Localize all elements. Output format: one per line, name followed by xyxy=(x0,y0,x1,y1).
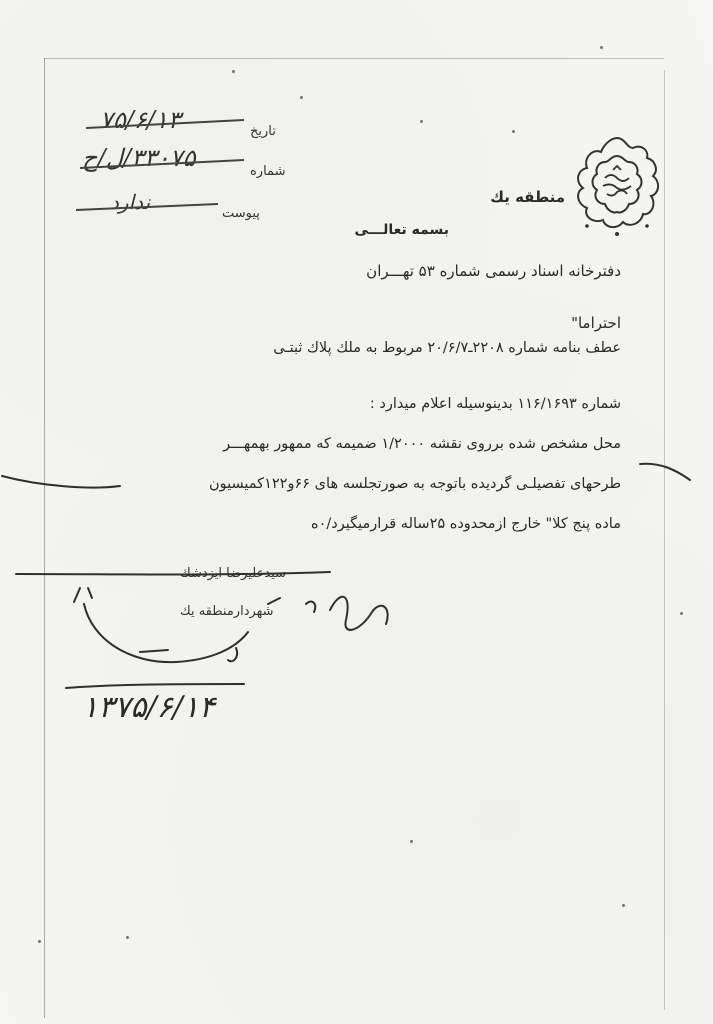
scan-speck xyxy=(38,940,41,943)
invocation: بسمه تعالـــی xyxy=(354,222,449,238)
scan-speck xyxy=(126,936,129,939)
scan-speck xyxy=(420,120,423,123)
greeting: احتراما" xyxy=(571,314,621,332)
attachment-value: ندارد xyxy=(110,190,151,214)
body-line-1: عطف بنامه شماره ۲۲۰۸ـ۲۰/۶/۷ مربوط به ملك پلاك ثبتـی xyxy=(273,340,621,356)
number-value: ۳۳۰۷۵/ل/ح xyxy=(82,144,196,172)
scan-speck xyxy=(622,904,625,907)
body-line-2: شماره ۱۱۶/۱۶۹۳ بدینوسیله اعلام میدارد : xyxy=(369,396,621,412)
signer-name: سیدعلیرضا ایزدشك xyxy=(180,566,286,581)
signer-title: شهردارمنطقه یك xyxy=(180,604,274,619)
recipient: دفترخانه اسناد رسمی شماره ۵۳ تهـــران xyxy=(366,262,621,280)
attachment-label: پیوست xyxy=(222,206,260,221)
date-value: ۷۵/۶/۱۳ xyxy=(100,106,181,134)
handwritten-date: ۱۳۷۵/۶/۱۴ xyxy=(82,690,216,725)
scan-speck xyxy=(232,70,235,73)
scan-speck xyxy=(600,46,603,49)
body-line-4: طرحهای تفصیلـی گردیده باتوجه به صورتجلسه های ۶۶و۱۲۲کمیسیون xyxy=(208,476,621,492)
scan-speck xyxy=(680,612,683,615)
body-line-3: محل مشخص شده برروی نقشه ۱/۲۰۰۰ ضمیمه که ممهور بهمهـــر xyxy=(223,436,621,452)
body-line-5: ماده پنج کلا" خارج ازمحدوده ۲۵ساله قرارمیگیرد/۰ه xyxy=(310,516,621,532)
number-label: شماره xyxy=(250,164,286,179)
date-label: تاریخ xyxy=(250,124,276,139)
scan-speck xyxy=(300,96,303,99)
scan-speck xyxy=(512,130,515,133)
region-label: منطقه یك xyxy=(490,188,565,206)
scan-speck xyxy=(410,840,413,843)
